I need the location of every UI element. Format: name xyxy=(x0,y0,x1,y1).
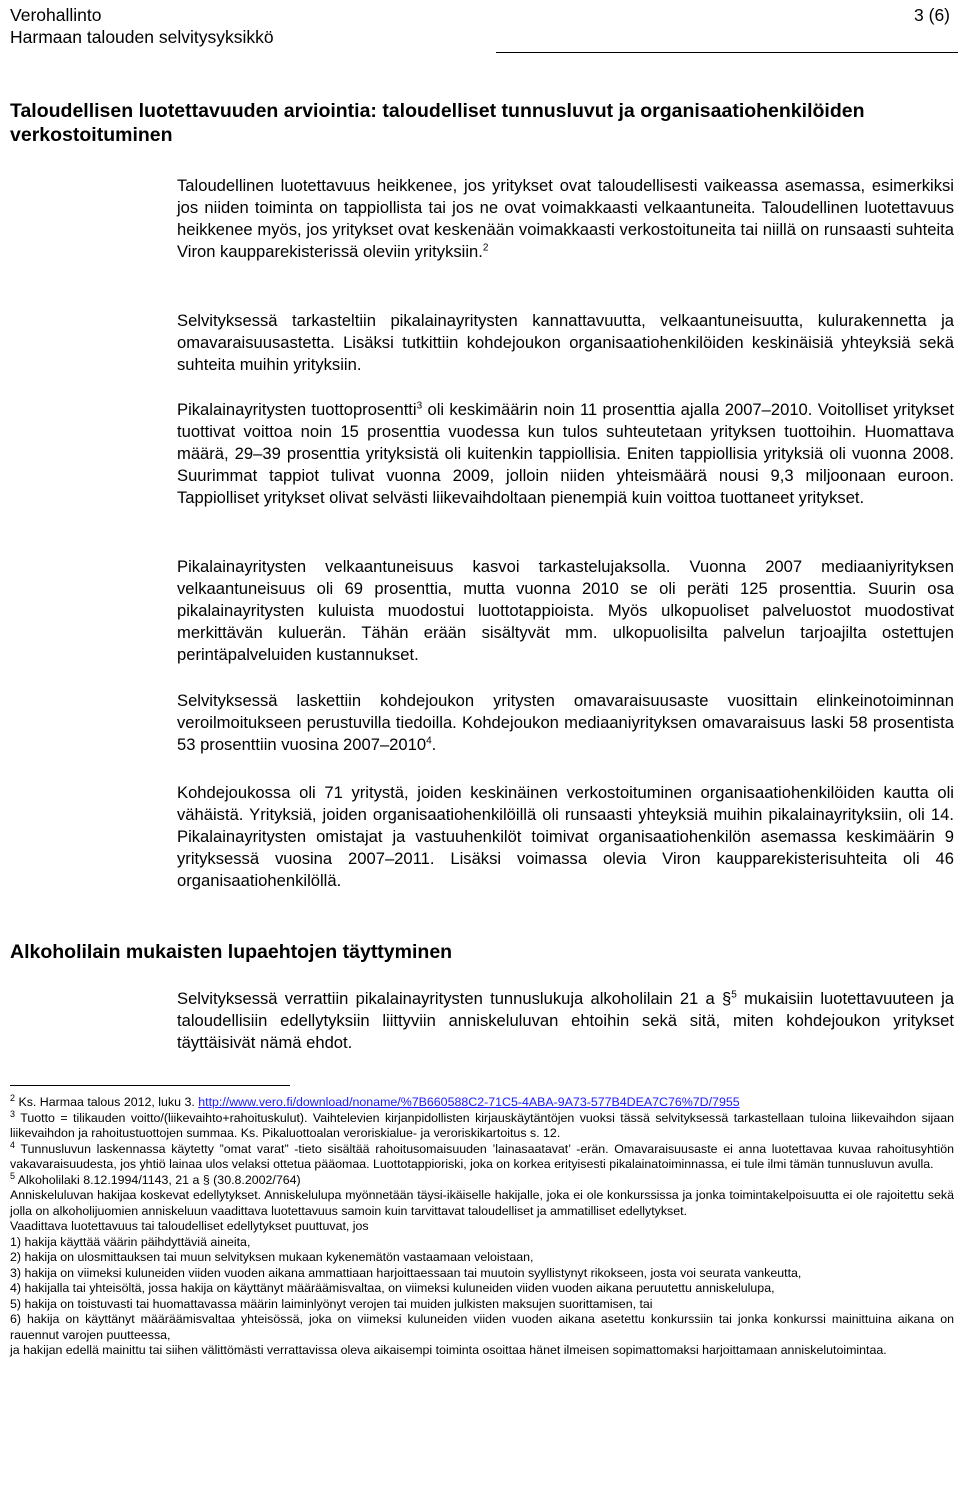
header-unit: Harmaan talouden selvitysyksikkö xyxy=(10,27,274,47)
section1-paragraph-2 xyxy=(177,310,954,376)
footnote-5-line: ja hakijan edellä mainittu tai siihen välittömästi verrattavissa oleva aikaisempi toiminta osoittaa hänet ilmeisen sopimattomaksi harjoittamaan anniskelutoimintaa. xyxy=(10,1343,887,1357)
paragraph-text: Selvityksessä tarkasteltiin pikalainayritysten kannattavuutta, velkaantuneisuutta, kulurakennetta ja omavaraisuusastetta. Lisäksi tutkittiin kohdejoukon organisaatiohenkilöiden keskinäisiä yhteyksiä sekä suhteita muihin yrityksiin. xyxy=(177,311,954,374)
footnote-link[interactable]: http://www.vero.fi/download/noname/%7B660588C2-71C5-4ABA-9A73-577B4DEA7C76%7D/7955 xyxy=(198,1095,740,1109)
section1-paragraph-1 xyxy=(177,175,954,263)
paragraph-text: Kohdejoukossa oli 71 yritystä, joiden keskinäinen verkostoituminen organisaatiohenkilöiden kautta oli vähäistä. Yrityksiä, joiden organisaatiohenkilöillä oli runsaasti yhteyksiä muihin pikalainayrityksiin, oli 14. Pikalainayritysten omistajat ja vastuuhenkilöt toimivat organisaatiohenkilön asemassa keskimäärin 9 yrityksessä vuosina 2007–2011. Lisäksi voimassa olevia Viron kaupparekisterisuhteita oli 46 organisaatiohenkilöllä. xyxy=(177,783,954,890)
footnote-5-line: 4) hakijalla tai yhteisöltä, jossa hakija on käyttänyt määräämisvaltaa, on viimeksi kuluneiden viiden vuoden aikana peruutettu anniskelulupa, xyxy=(10,1281,775,1295)
footnote-5 xyxy=(10,1170,954,1189)
section-title-alcohol-law: Alkoholilain mukaisten lupaehtojen täyttyminen xyxy=(10,941,453,963)
section1-paragraph-5 xyxy=(177,690,954,756)
footnote-ref[interactable]: 5 xyxy=(731,989,737,1001)
header-rule xyxy=(496,52,958,53)
section1-paragraph-4 xyxy=(177,556,954,666)
section2-paragraph-1 xyxy=(177,988,954,1054)
footnote-number: 5 xyxy=(10,1170,16,1181)
footnote-ref[interactable]: 4 xyxy=(426,735,432,747)
footnote-ref[interactable]: 3 xyxy=(416,400,423,412)
footnote-5-line: 2) hakija on ulosmittauksen tai muun selvityksen mukaan kykenemätön vastaamaan veloistaan, xyxy=(10,1250,534,1264)
paragraph-text: mukaisiin luotettavuuteen ja taloudellisiin edellytyksiin liittyviin anniskeluluvan ehtoihin sekä sitä, miten kohdejoukon yritykset täyttäisivät nämä ehdot. xyxy=(177,989,954,1052)
paragraph-text: Selvityksessä laskettiin kohdejoukon yritysten omavaraisuusaste vuosittain elinkeinotoiminnan veroilmoitukseen perustuvilla tiedoilla. Kohdejoukon mediaaniyrityksen omavaraisuus laski 58 prosentista 53 prosenttiin vuosina 2007–2010 xyxy=(177,691,954,754)
footnote-5-line: 3) hakija on viimeksi kuluneiden viiden vuoden aikana ammattiaan harjoittaessaan tai muutoin syyllistynyt rikokseen, josta voi seurata vankeutta, xyxy=(10,1265,802,1280)
footnote-number: 4 xyxy=(10,1139,16,1150)
footnote-5-line: 1) hakija käyttää väärin päihdyttäviä aineita, xyxy=(10,1234,251,1249)
footnote-5-line: 6) hakija on käyttänyt määräämisvaltaa yhteisössä, joka on viimeksi kuluneiden viiden vuoden aikana asetettu konkurssiin tai jonka konkurssi mainittuina aikana on rauennut varojen puutteessa, xyxy=(10,1312,954,1342)
footnote-5-line: Anniskeluluvan hakijaa koskevat edellytykset. Anniskelulupa myönnetään täysi-ikäiselle hakijalle, joka ei ole konkurssissa ja jonka toimintakelpoisuutta ei ole rajoitettu sekä jolla on alkoholijuomien anniskeluun vaadittava luotettavuus samoin kuin tarvittavat taloudelliset ja ammatilliset edellytykset. xyxy=(10,1188,954,1218)
page-header xyxy=(10,4,950,48)
footnote-number: 3 xyxy=(10,1108,16,1119)
paragraph-text: Pikalainayritysten velkaantuneisuus kasvoi tarkastelujaksolla. Vuonna 2007 mediaaniyrityksen velkaantuneisuus oli 69 prosenttia, mutta vuonna 2010 se oli peräti 125 prosenttia. Suurin osa pikalainayritysten kuluista muodostui luottotappioista. Myös ulkopuoliset palveluostot muodostivat merkittävän kuluerän. Tähän erään sisältyvät mm. ulkopuolisilta palvelun tarjoajilta ostettujen perintäpalveluiden kustannukset. xyxy=(177,557,954,664)
paragraph-text: Pikalainayritysten tuottoprosentti xyxy=(177,400,417,419)
footnote-3 xyxy=(10,1108,954,1142)
paragraph-text: Taloudellinen luotettavuus heikkenee, jos yritykset ovat taloudellisesti vaikeassa asemassa, esimerkiksi jos niiden toiminta on tappiollista tai jos ne ovat voimakkaasti velkaantuneita. Taloudellinen luotettavuus heikkenee myös, jos yritykset ovat keskenään voimakkaasti verkostoituneita tai niillä on runsaasti suhteita Viron kaupparekisterissä oleviin yrityksiin. xyxy=(177,176,954,261)
footnote-text: Alkoholilaki 8.12.1994/1143, 21 a § (30.8.2002/764) xyxy=(15,1172,301,1187)
footnote-5-line: 5) hakija on toistuvasti tai huomattavassa määrin laiminlyönyt verojen tai muiden julkisten maksujen suorittamisen, tai xyxy=(10,1296,653,1311)
footnote-2 xyxy=(10,1092,954,1111)
footnote-5-line: Vaadittava luotettavuus tai taloudelliset edellytykset puuttuvat, jos xyxy=(10,1219,369,1233)
footnote-separator xyxy=(10,1085,290,1086)
header-org: Verohallinto xyxy=(10,5,102,25)
paragraph-text: Selvityksessä verrattiin pikalainayritysten tunnuslukuja alkoholilain 21 a § xyxy=(177,989,732,1008)
footnote-ref[interactable]: 2 xyxy=(482,242,489,254)
section1-paragraph-6 xyxy=(177,782,954,892)
footnote-4 xyxy=(10,1139,954,1173)
footnote-number: 2 xyxy=(10,1092,16,1103)
paragraph-text: . xyxy=(431,735,437,754)
footnote-text: Tunnusluvun laskennassa käytetty ”omat varat” -tieto sisältää rahoitusomaisuuden ’lainasaatavat’ -erän. Omavaraisuusaste ei anna luotettavaa kuvaa rahoitusyhtiön vakavaraisuudesta, jos yhtiö lainaa ulos velaksi ottetua pääomaa. Luottotappioriski, joka on korkea erityisesti pikalainatoiminnassa, ei tule ilmi tämän tunnusluvun avulla. xyxy=(10,1141,954,1171)
footnotes xyxy=(10,1092,954,1359)
section1-paragraph-3 xyxy=(177,399,954,509)
footnote-text: Ks. Harmaa talous 2012, luku 3. xyxy=(15,1095,199,1109)
page-number: 3 (6) xyxy=(914,5,950,25)
paragraph-text: oli keskimäärin noin 11 prosenttia ajalla 2007–2010. Voitolliset yritykset tuottivat voittoa noin 15 prosenttia vuodessa kun tulos suhteutetaan yrityksen tuottoihin. Huomattava määrä, 29–39 prosenttia yrityksistä oli kuitenkin tappiollisia. Eniten tappiollisia yrityksiä oli vuonna 2008. Suurimmat tappiot tulivat vuonna 2009, jolloin niiden yhteismäärä nousi 9,3 miljoonaan euroon. Tappiolliset yritykset olivat selvästi liikevaihdoltaan pienempiä kuin voittoa tuottaneet yritykset. xyxy=(177,400,954,507)
footnote-text: Tuotto = tilikauden voitto/(liikevaihto+rahoituskulut). Vaihtelevien kirjanpidollisten kirjauskäytäntöjen vuoksi tässä selvityksessä tarkastellaan tuloina liikevaihdon sijaan liikevaihdon ja rahoitustuottojen summaa. Ks. Pikaluottoalan veroriskialue- ja veroriskikartoitus s. 12. xyxy=(10,1110,954,1140)
section-title-financial-reliability: Taloudellisen luotettavuuden arviointia: taloudelliset tunnusluvut ja organisaatiohenkilöiden verkostoituminen xyxy=(10,100,865,146)
